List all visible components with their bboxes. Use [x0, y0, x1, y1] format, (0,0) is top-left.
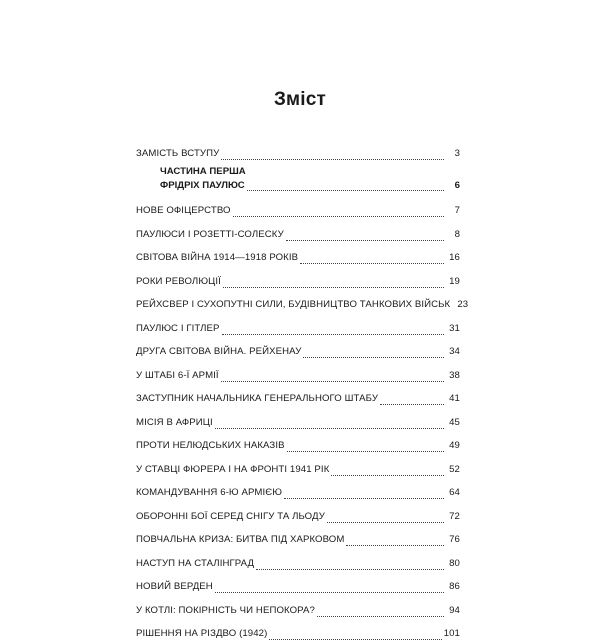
toc-entry-page: 76	[449, 534, 460, 545]
toc-entry-label: СВІТОВА ВІЙНА 1914—1918 РОКІВ	[136, 252, 299, 263]
dot-leader	[303, 349, 444, 358]
dot-leader	[221, 151, 444, 160]
toc-entry-page: 41	[449, 393, 460, 404]
toc-entry	[136, 342, 460, 358]
toc-entry	[136, 483, 460, 499]
toc-entry-page: 101	[443, 628, 460, 639]
part-page: 6	[454, 180, 460, 191]
toc-entry-label: ПРОТИ НЕЛЮДСЬКИХ НАКАЗІВ	[136, 440, 285, 451]
dot-leader	[327, 514, 444, 523]
toc-entry-label: ПАУЛЮСИ І РОЗЕТТІ-СОЛЕСКУ	[136, 228, 284, 240]
dot-leader	[221, 373, 444, 382]
toc-part-heading	[136, 166, 460, 192]
dot-leader	[317, 608, 444, 617]
toc-entry-page: 7	[454, 205, 460, 216]
toc-entry-label: МІСІЯ В АФРИЦІ	[136, 416, 213, 428]
toc-entry-page: 19	[449, 275, 460, 287]
dot-leader	[269, 631, 441, 640]
toc-entry-page: 34	[449, 346, 460, 357]
toc-entry	[136, 389, 460, 405]
toc-entry-page: 31	[449, 322, 460, 334]
toc-entry-label: ЗАМІСТЬ ВСТУПУ	[136, 148, 220, 159]
dot-leader	[346, 537, 444, 546]
toc-entry-label: РОКИ РЕВОЛЮЦІЇ	[136, 275, 221, 287]
toc-entry-page: 16	[449, 252, 460, 263]
toc-entry	[136, 577, 460, 593]
toc-entry	[136, 413, 460, 429]
toc-entry-page: 52	[449, 463, 460, 475]
dot-leader	[287, 443, 444, 452]
toc-entry-page: 64	[449, 487, 460, 498]
toc-entry	[136, 225, 460, 241]
toc-entry-page: 86	[449, 581, 460, 592]
toc-entry	[136, 601, 460, 617]
toc-entry	[136, 436, 460, 452]
dot-leader	[233, 208, 444, 217]
toc-entry-label: НОВЕ ОФІЦЕРСТВО	[136, 205, 231, 216]
toc-entry-label: У КОТЛІ: ПОКІРНІСТЬ ЧИ НЕПОКОРА?	[136, 604, 315, 616]
toc-entry-label: ДРУГА СВІТОВА ВІЙНА. РЕЙХЕНАУ	[136, 346, 302, 357]
toc-entry-label: НОВИЙ ВЕРДЕН	[136, 581, 213, 592]
toc-entry-label: ЗАСТУПНИК НАЧАЛЬНИКА ГЕНЕРАЛЬНОГО ШТАБУ	[136, 393, 379, 404]
toc-title: Зміст	[273, 89, 327, 110]
toc-entry-intro	[136, 144, 460, 160]
dot-leader	[284, 490, 444, 499]
toc-entry-page: 72	[449, 510, 460, 522]
toc-entry-page: 8	[454, 228, 460, 240]
toc-entry-page: 23	[457, 299, 469, 310]
toc-entry	[136, 624, 460, 640]
toc-entry-label: НАСТУП НА СТАЛІНГРАД	[136, 557, 255, 569]
dot-leader	[222, 326, 444, 335]
toc-entry	[136, 460, 460, 476]
toc-entry	[136, 272, 460, 288]
dot-leader	[331, 467, 444, 476]
toc-entry	[136, 366, 460, 382]
toc-entry-label: РЕЙХСВЕР І СУХОПУТНІ СИЛИ, БУДІВНИЦТВО ТАНКОВИХ ВІЙСЬК	[136, 299, 451, 310]
dot-leader	[300, 255, 444, 264]
toc-entry-label: РІШЕННЯ НА РІЗДВО (1942)	[136, 628, 268, 639]
dot-leader	[215, 584, 444, 593]
toc-entry	[136, 248, 460, 264]
toc-entry	[136, 319, 460, 335]
dot-leader	[380, 396, 444, 405]
part-subtitle: ФРІДРІХ ПАУЛЮС	[160, 180, 245, 191]
toc-entry-page: 94	[449, 604, 460, 616]
part-title: ЧАСТИНА ПЕРША	[160, 166, 246, 177]
dot-leader	[286, 232, 444, 241]
toc-entry	[136, 201, 460, 217]
toc-entry-label: ПОВЧАЛЬНА КРИЗА: БИТВА ПІД ХАРКОВОМ	[136, 534, 345, 545]
toc-entry	[136, 554, 460, 570]
toc-entry	[136, 507, 460, 523]
toc-entry	[136, 295, 469, 311]
toc-entry-page: 49	[449, 440, 460, 451]
toc-entry-label: У ШТАБІ 6-Ї АРМІЇ	[136, 369, 219, 381]
dot-leader	[256, 561, 444, 570]
dot-leader	[215, 420, 444, 429]
toc-entry-page: 38	[449, 369, 460, 381]
toc-entry-label: ПАУЛЮС І ГІТЛЕР	[136, 322, 220, 334]
toc-entry-page: 45	[449, 416, 460, 428]
toc-entry-label: У СТАВЦІ ФЮРЕРА І НА ФРОНТІ 1941 РІК	[136, 463, 330, 475]
dot-leader	[247, 182, 444, 191]
toc-entry-page: 3	[454, 148, 460, 159]
toc-entry-label: КОМАНДУВАННЯ 6-Ю АРМІЄЮ	[136, 487, 283, 498]
toc-entry-page: 80	[449, 557, 460, 569]
dot-leader	[223, 279, 444, 288]
toc-entry	[136, 530, 460, 546]
toc-entry-label: ОБОРОННІ БОЇ СЕРЕД СНІГУ ТА ЛЬОДУ	[136, 510, 325, 522]
